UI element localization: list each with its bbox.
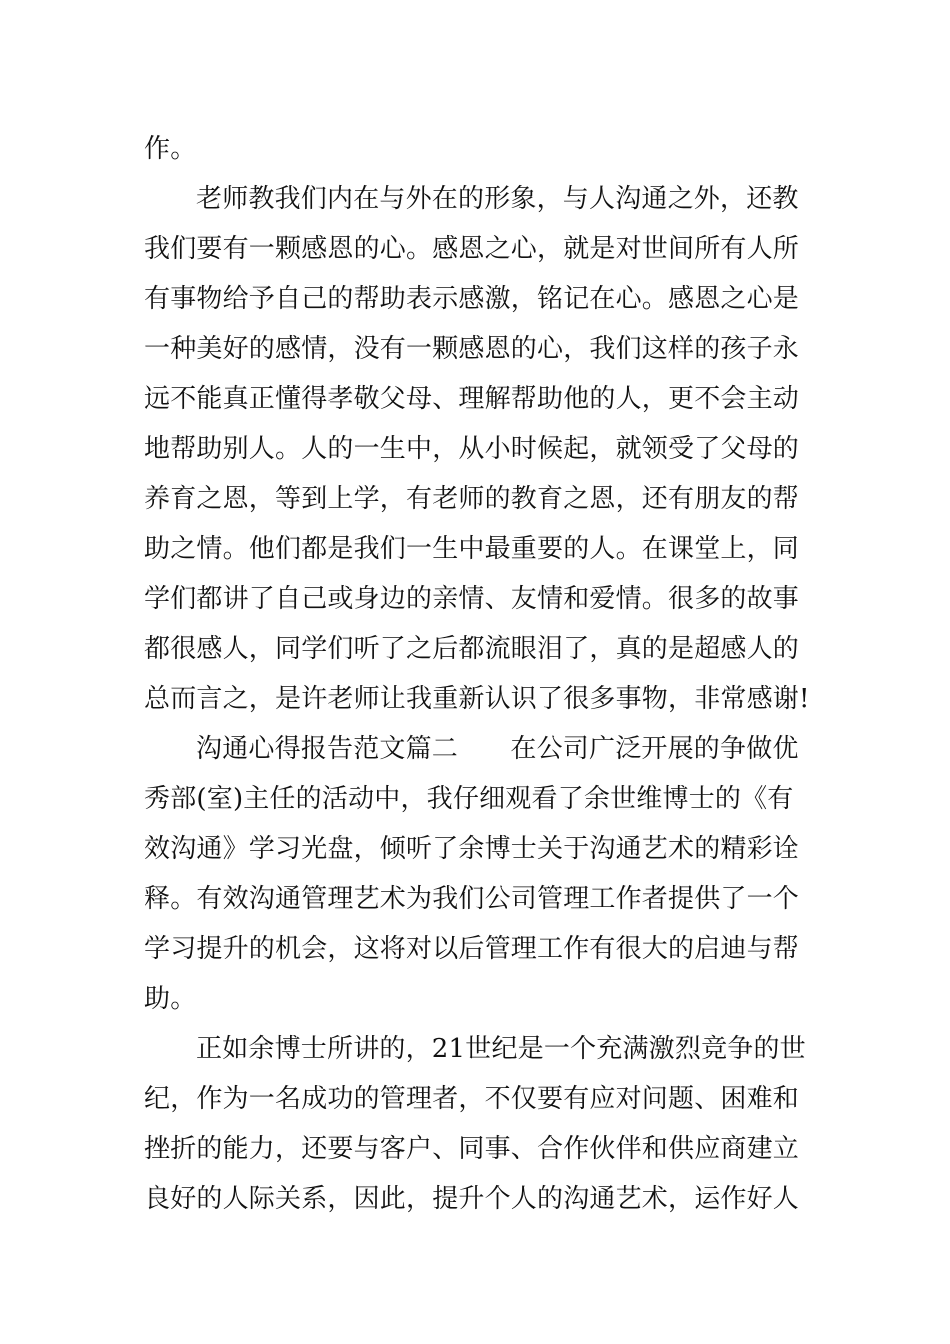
text-line: 效沟通》学习光盘，倾听了余博士关于沟通艺术的精彩诠 bbox=[144, 834, 800, 864]
section-heading-line: 沟通心得报告范文篇二 在公司广泛开展的争做优 bbox=[196, 734, 799, 764]
text-line: 挫折的能力，还要与客户、同事、合作伙伴和供应商建立 bbox=[144, 1134, 800, 1164]
text-line: 养育之恩，等到上学，有老师的教育之恩，还有朋友的帮 bbox=[144, 484, 800, 514]
text-line: 纪，作为一名成功的管理者，不仅要有应对问题、困难和 bbox=[144, 1084, 800, 1114]
text-line: 助之情。他们都是我们一生中最重要的人。在课堂上，同 bbox=[144, 534, 800, 564]
text-line: 助。 bbox=[144, 984, 197, 1014]
text-line: 学们都讲了自己或身边的亲情、友情和爱情。很多的故事 bbox=[144, 584, 800, 614]
text-line: 作。 bbox=[144, 134, 197, 164]
paragraph-start-line: 老师教我们内在与外在的形象，与人沟通之外，还教 bbox=[196, 184, 799, 214]
text-line: 远不能真正懂得孝敬父母、理解帮助他的人，更不会主动 bbox=[144, 384, 800, 414]
text-line: 良好的人际关系，因此，提升个人的沟通艺术，运作好人 bbox=[144, 1184, 800, 1214]
paragraph-start-line: 正如余博士所讲的，21世纪是一个充满激烈竞争的世 bbox=[196, 1034, 806, 1064]
text-line: 有事物给予自己的帮助表示感激，铭记在心。感恩之心是 bbox=[144, 284, 800, 314]
text-line: 总而言之，是许老师让我重新认识了很多事物，非常感谢! bbox=[144, 684, 810, 714]
text-line: 都很感人，同学们听了之后都流眼泪了，真的是超感人的 bbox=[144, 634, 800, 664]
text-line: 地帮助别人。人的一生中，从小时候起，就领受了父母的 bbox=[144, 434, 800, 464]
text-line: 一种美好的感情，没有一颗感恩的心，我们这样的孩子永 bbox=[144, 334, 800, 364]
text-line: 我们要有一颗感恩的心。感恩之心，就是对世间所有人所 bbox=[144, 234, 800, 264]
text-line: 秀部(室)主任的活动中，我仔细观看了余世维博士的《有 bbox=[144, 784, 794, 814]
text-line: 释。有效沟通管理艺术为我们公司管理工作者提供了一个 bbox=[144, 884, 800, 914]
text-line: 学习提升的机会，这将对以后管理工作有很大的启迪与帮 bbox=[144, 934, 800, 964]
